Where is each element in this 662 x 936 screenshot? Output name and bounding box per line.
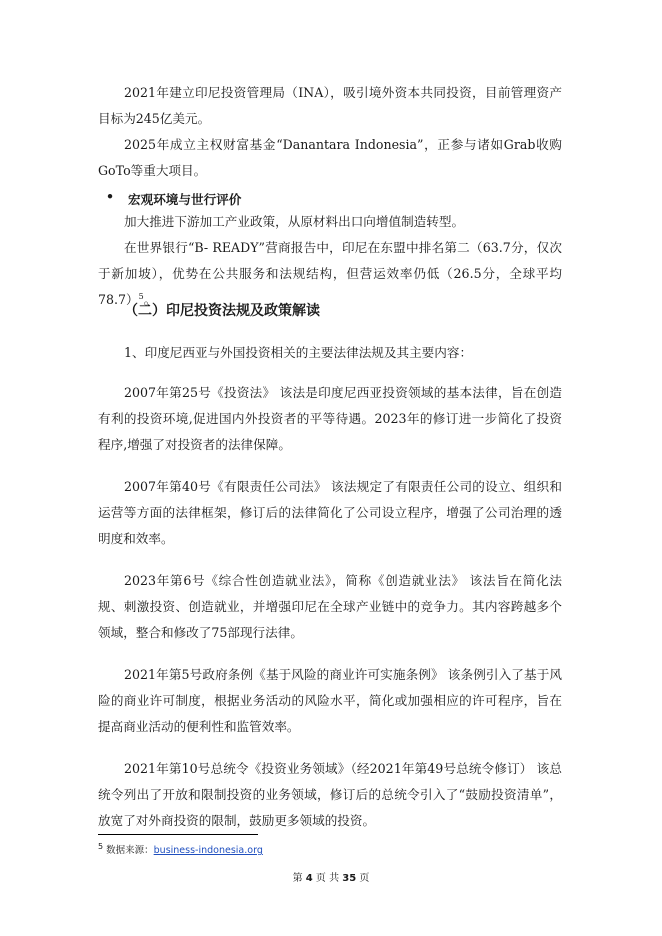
footnote-label: 数据来源：	[106, 845, 154, 856]
law-business-fields: 2021年第10号总统令《投资业务领域》（经2021年第49号总统令修订） 该总统令列出了开放和限制投资的业务领域，修订后的总统令引入了“鼓励投资清单”，放宽了对外商投资的限制，鼓励更多领域的投资。	[98, 761, 562, 828]
bullet-heading: 宏观环境与世行评价	[128, 192, 242, 207]
footnote-link[interactable]: business-indonesia.org	[153, 845, 263, 856]
paragraph-downstream: 加大推进下游加工产业政策，从原材料出口向增值制造转型。	[124, 214, 465, 229]
law-risk-licensing: 2021年第5号政府条例《基于风险的商业许可实施条例》 该条例引入了基于风险的商业许可制度，根据业务活动的风险水平，简化或加强相应的许可程序，旨在提高商业活动的便利性和监管效率。	[98, 667, 562, 734]
bullet-dot-icon: •	[106, 189, 115, 204]
section-heading: （二）印尼投资法规及政策解读	[124, 303, 320, 319]
b-ready-text: 在世界银行“B- READY”营商报告中，印尼在东盟中排名第二（63.7分，仅次于新加坡），优势在公共服务和法规结构，但营运效率仍低（26.5分，全球平均78.7）	[98, 240, 562, 307]
footnote-ref[interactable]: 5	[138, 291, 144, 301]
page-total: 35	[342, 873, 357, 884]
b-ready-end: 。	[143, 292, 157, 307]
page-middle: 页 共	[315, 873, 340, 884]
paragraph-intro: 1、印度尼西亚与外国投资相关的主要法律法规及其主要内容：	[124, 345, 473, 360]
paragraph-ina: 2021年建立印尼投资管理局（INA），吸引境外资本共同投资，目前管理资产目标为245亿美元。	[98, 85, 562, 126]
law-investment: 2007年第25号《投资法》 该法是印度尼西亚投资领域的基本法律，旨在创造有利的投资环境,促进国内外投资者的平等待遇。2023年的修订进一步简化了投资程序,增强了对投资者的法律保障。	[98, 385, 562, 452]
bullet-item	[98, 189, 562, 211]
page-suffix: 页	[359, 873, 370, 884]
footnote-mark: 5	[98, 841, 104, 851]
law-limited-liability: 2007年第40号《有限责任公司法》 该法规定了有限责任公司的设立、组织和运营等方面的法律框架，修订后的法律简化了公司设立程序，增强了公司治理的透明度和效率。	[98, 479, 562, 546]
page-number	[0, 869, 662, 884]
page-current: 4	[305, 873, 313, 884]
law-job-creation: 2023年第6号《综合性创造就业法》，简称《创造就业法》 该法旨在简化法规、刺激投资、创造就业，并增强印尼在全球产业链中的竞争力。其内容跨越多个领域，整合和修改了75部现行法律。	[98, 573, 562, 640]
footnote	[98, 842, 263, 856]
paragraph-danantara: 2025年成立主权财富基金“Danantara Indonesia”，正参与诸如Grab收购GoTo等重大项目。	[98, 137, 562, 178]
footnote-divider	[98, 834, 258, 835]
page-prefix: 第	[292, 873, 303, 884]
